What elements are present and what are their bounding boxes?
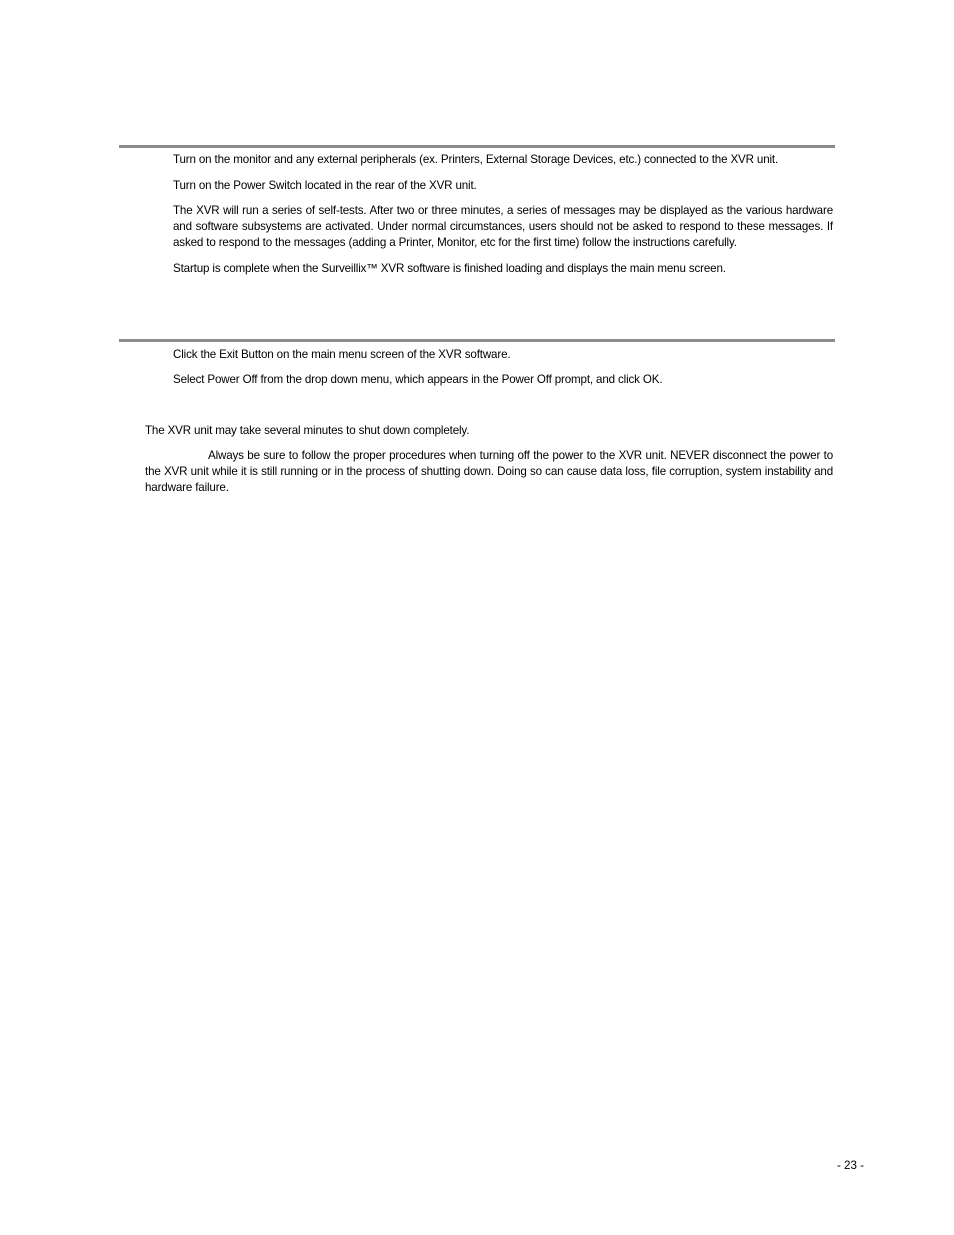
startup-step-3: The XVR will run a series of self-tests. After two or three minutes, a series of messages may be displayed as the various hardware and software subsystems are activated. Under normal circumstances, users should not be asked to respond to these messages. If asked to respond to the messages (adding a Printer, Monitor, etc for the first time) follow the instructions carefully. <box>173 204 833 249</box>
page-number: - 23 - <box>836 1159 864 1172</box>
shutdown-info-note: The XVR unit may take several minutes to shut down completely. <box>145 424 470 437</box>
shutdown-section-divider <box>119 339 835 342</box>
startup-section-divider <box>119 145 835 148</box>
startup-step-1: Turn on the monitor and any external peripherals (ex. Printers, External Storage Devices, etc.) connected to the XVR unit. <box>173 153 779 166</box>
shutdown-step-1: Click the Exit Button on the main menu screen of the XVR software. <box>173 348 511 361</box>
shutdown-warning-text: Always be sure to follow the proper procedures when turning off the power to the XVR unit. NEVER disconnect the power to the XVR unit while it is still running or in the process of shutting down. Doing so can cause data loss, file corruption, system instability and hardware failure. <box>145 449 833 494</box>
shutdown-warning-note <box>145 448 833 496</box>
shutdown-step-2: Select Power Off from the drop down menu, which appears in the Power Off prompt, and click OK. <box>173 373 663 386</box>
startup-step-4: Startup is complete when the Surveillix™ XVR software is finished loading and displays the main menu screen. <box>173 262 726 275</box>
startup-step-2: Turn on the Power Switch located in the rear of the XVR unit. <box>173 179 477 192</box>
